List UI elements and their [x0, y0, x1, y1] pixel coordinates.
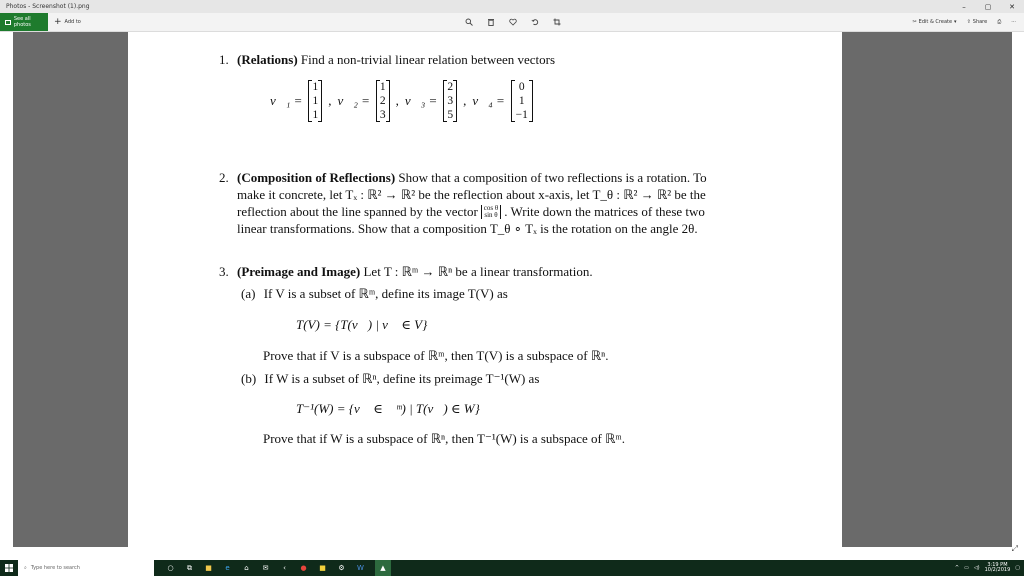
pinned-apps [166, 560, 391, 576]
zoom-icon[interactable] [465, 18, 473, 26]
direction-vector: cos θ sin θ [481, 205, 501, 219]
document-page [128, 32, 842, 547]
print-button[interactable] [997, 19, 1001, 25]
clock-time: 3:19 PM [987, 562, 1008, 568]
store-icon[interactable]: ⌂ [244, 564, 249, 572]
task-view-icon[interactable]: ⧉ [187, 563, 192, 572]
mail-icon[interactable]: ✉ [262, 564, 269, 572]
share-icon: ⇪ [966, 19, 971, 25]
problem-3a-statement: (a) If V is a subset of ℝᵐ, define its image T(V) as [241, 286, 508, 301]
photos-app-icon[interactable]: ▲ [375, 560, 391, 576]
share-button[interactable] [967, 19, 988, 25]
start-button[interactable] [0, 560, 18, 576]
problem-2-line-2: make it concrete, let Tₓ : ℝ² → ℝ² be the reflection about x-axis, let T_θ : ℝ² → ℝ² be the [237, 187, 706, 202]
vector-3-label: v⃗₃ = [404, 93, 438, 108]
search-icon: ⌕ [24, 565, 27, 571]
chevron-up-icon[interactable]: ^ [954, 565, 960, 571]
window-controls [952, 0, 1024, 13]
problem-3b-prove: Prove that if W is a subspace of ℝⁿ, then T⁻¹(W) is a subspace of ℝᵐ. [263, 431, 626, 446]
vector-2-label: v⃗₂ = [337, 93, 370, 108]
back-icon[interactable]: ‹ [283, 564, 286, 572]
expand-icon[interactable]: ⤢ [1011, 544, 1018, 553]
image-viewer [0, 32, 1024, 560]
crop-icon[interactable] [553, 18, 561, 26]
window-title: Photos - Screenshot (1).png [6, 3, 90, 10]
print-icon: ⎙ [997, 19, 1002, 25]
see-all-photos-button[interactable] [0, 13, 48, 31]
network-icon[interactable]: ▭ [964, 565, 969, 571]
image-tools [465, 13, 561, 31]
edit-icon: ✂ [912, 19, 917, 25]
system-tray [955, 560, 1020, 576]
problem-2-line-3: reflection about the line spanned by the vector cos θ sin θ . Write down the matrices of these two [237, 204, 705, 219]
more-button[interactable] [1011, 19, 1016, 25]
problem-3-number: 3. [219, 264, 229, 279]
settings-icon[interactable]: ⚙ [338, 564, 345, 572]
toolbar-actions [912, 13, 1016, 31]
windows-icon [5, 564, 13, 572]
see-all-label: See all photos [13, 16, 31, 28]
vector-2: 1 2 3 [376, 80, 390, 122]
vector-1: 1 1 1 [308, 80, 322, 122]
edge-icon[interactable]: e [225, 564, 230, 572]
problem-3a-prove: Prove that if V is a subspace of ℝᵐ, then T(V) is a subspace of ℝⁿ. [263, 348, 609, 363]
vectors-row: v⃗₁ = 1 1 1 , v⃗₂ = 1 2 3 , v⃗₃ = 2 3 5 , v⃗₄ = 0 1 −1 [270, 80, 533, 122]
problem-3-title: (Preimage and Image) [237, 264, 361, 279]
favorite-icon[interactable] [509, 18, 517, 26]
vector-4: 0 1 −1 [511, 80, 533, 122]
screenshot-left-margin [13, 32, 128, 547]
vector-1-label: v⃗₁ = [270, 93, 303, 108]
problem-3b-statement: (b) If W is a subset of ℝⁿ, define its preimage T⁻¹(W) as [241, 371, 540, 386]
cortana-icon[interactable]: ○ [167, 564, 174, 572]
clock[interactable] [985, 563, 1011, 573]
problem-2-line-1: 2. (Composition of Reflections) Show that a composition of two reflections is a rotation. To [219, 170, 707, 185]
taskbar [0, 560, 1024, 576]
maximize-button[interactable]: ▢ [984, 2, 992, 11]
rotate-icon[interactable] [531, 18, 539, 26]
notifications-icon[interactable]: ▢ [1015, 565, 1020, 571]
close-button[interactable]: ✕ [1009, 2, 1015, 11]
add-to-label: Add to [64, 19, 81, 25]
taskbar-search[interactable] [18, 560, 154, 576]
clock-date: 10/2/2019 [984, 567, 1011, 573]
problem-3-heading: 3. (Preimage and Image) Let T : ℝᵐ → ℝⁿ be a linear transformation. [219, 264, 593, 279]
screenshot-right-margin [842, 32, 1012, 547]
preimage-definition-formula: T⁻¹(W) = {v⃗ ∈ ℝᵐ) | T(v⃗) ∈ W} [296, 401, 480, 416]
photos-toolbar [0, 13, 1024, 32]
file-explorer-icon[interactable]: ■ [205, 564, 212, 572]
chrome-icon[interactable]: ● [300, 564, 307, 572]
problem-2-line-4: linear transformations. Show that a composition T_θ ∘ Tₓ is the rotation on the angle 2θ. [237, 221, 698, 236]
search-placeholder: Type here to search [30, 565, 80, 571]
word-icon[interactable]: W [357, 564, 364, 572]
share-label: Share [972, 19, 988, 25]
problem-1-number: 1. [219, 52, 229, 67]
edit-create-button[interactable] [912, 19, 956, 25]
vector-4-label: v⃗₄ = [472, 93, 505, 108]
more-icon: ··· [1011, 19, 1016, 25]
volume-icon[interactable]: ◁) [973, 565, 980, 571]
edit-create-label: Edit & Create [918, 19, 953, 25]
add-to-button[interactable] [54, 13, 81, 31]
vector-3: 2 3 5 [443, 80, 457, 122]
delete-icon[interactable] [487, 18, 495, 26]
problem-1-title: (Relations) [237, 52, 298, 67]
image-definition-formula: T(V) = {T(v⃗) | v⃗ ∈ V} [296, 317, 428, 332]
problem-2-number: 2. [219, 170, 229, 185]
title-bar [0, 0, 1024, 13]
plus-icon: + [54, 17, 62, 27]
minimize-button[interactable]: – [962, 2, 966, 11]
problem-1-text: Find a non-trivial linear relation between vectors [300, 52, 556, 67]
problem-2-title: (Composition of Reflections) [237, 170, 396, 185]
chevron-down-icon: ▾ [954, 19, 957, 25]
photos-icon [5, 20, 11, 25]
problem-1-heading [219, 52, 555, 68]
sticky-notes-icon[interactable]: ■ [319, 564, 326, 572]
